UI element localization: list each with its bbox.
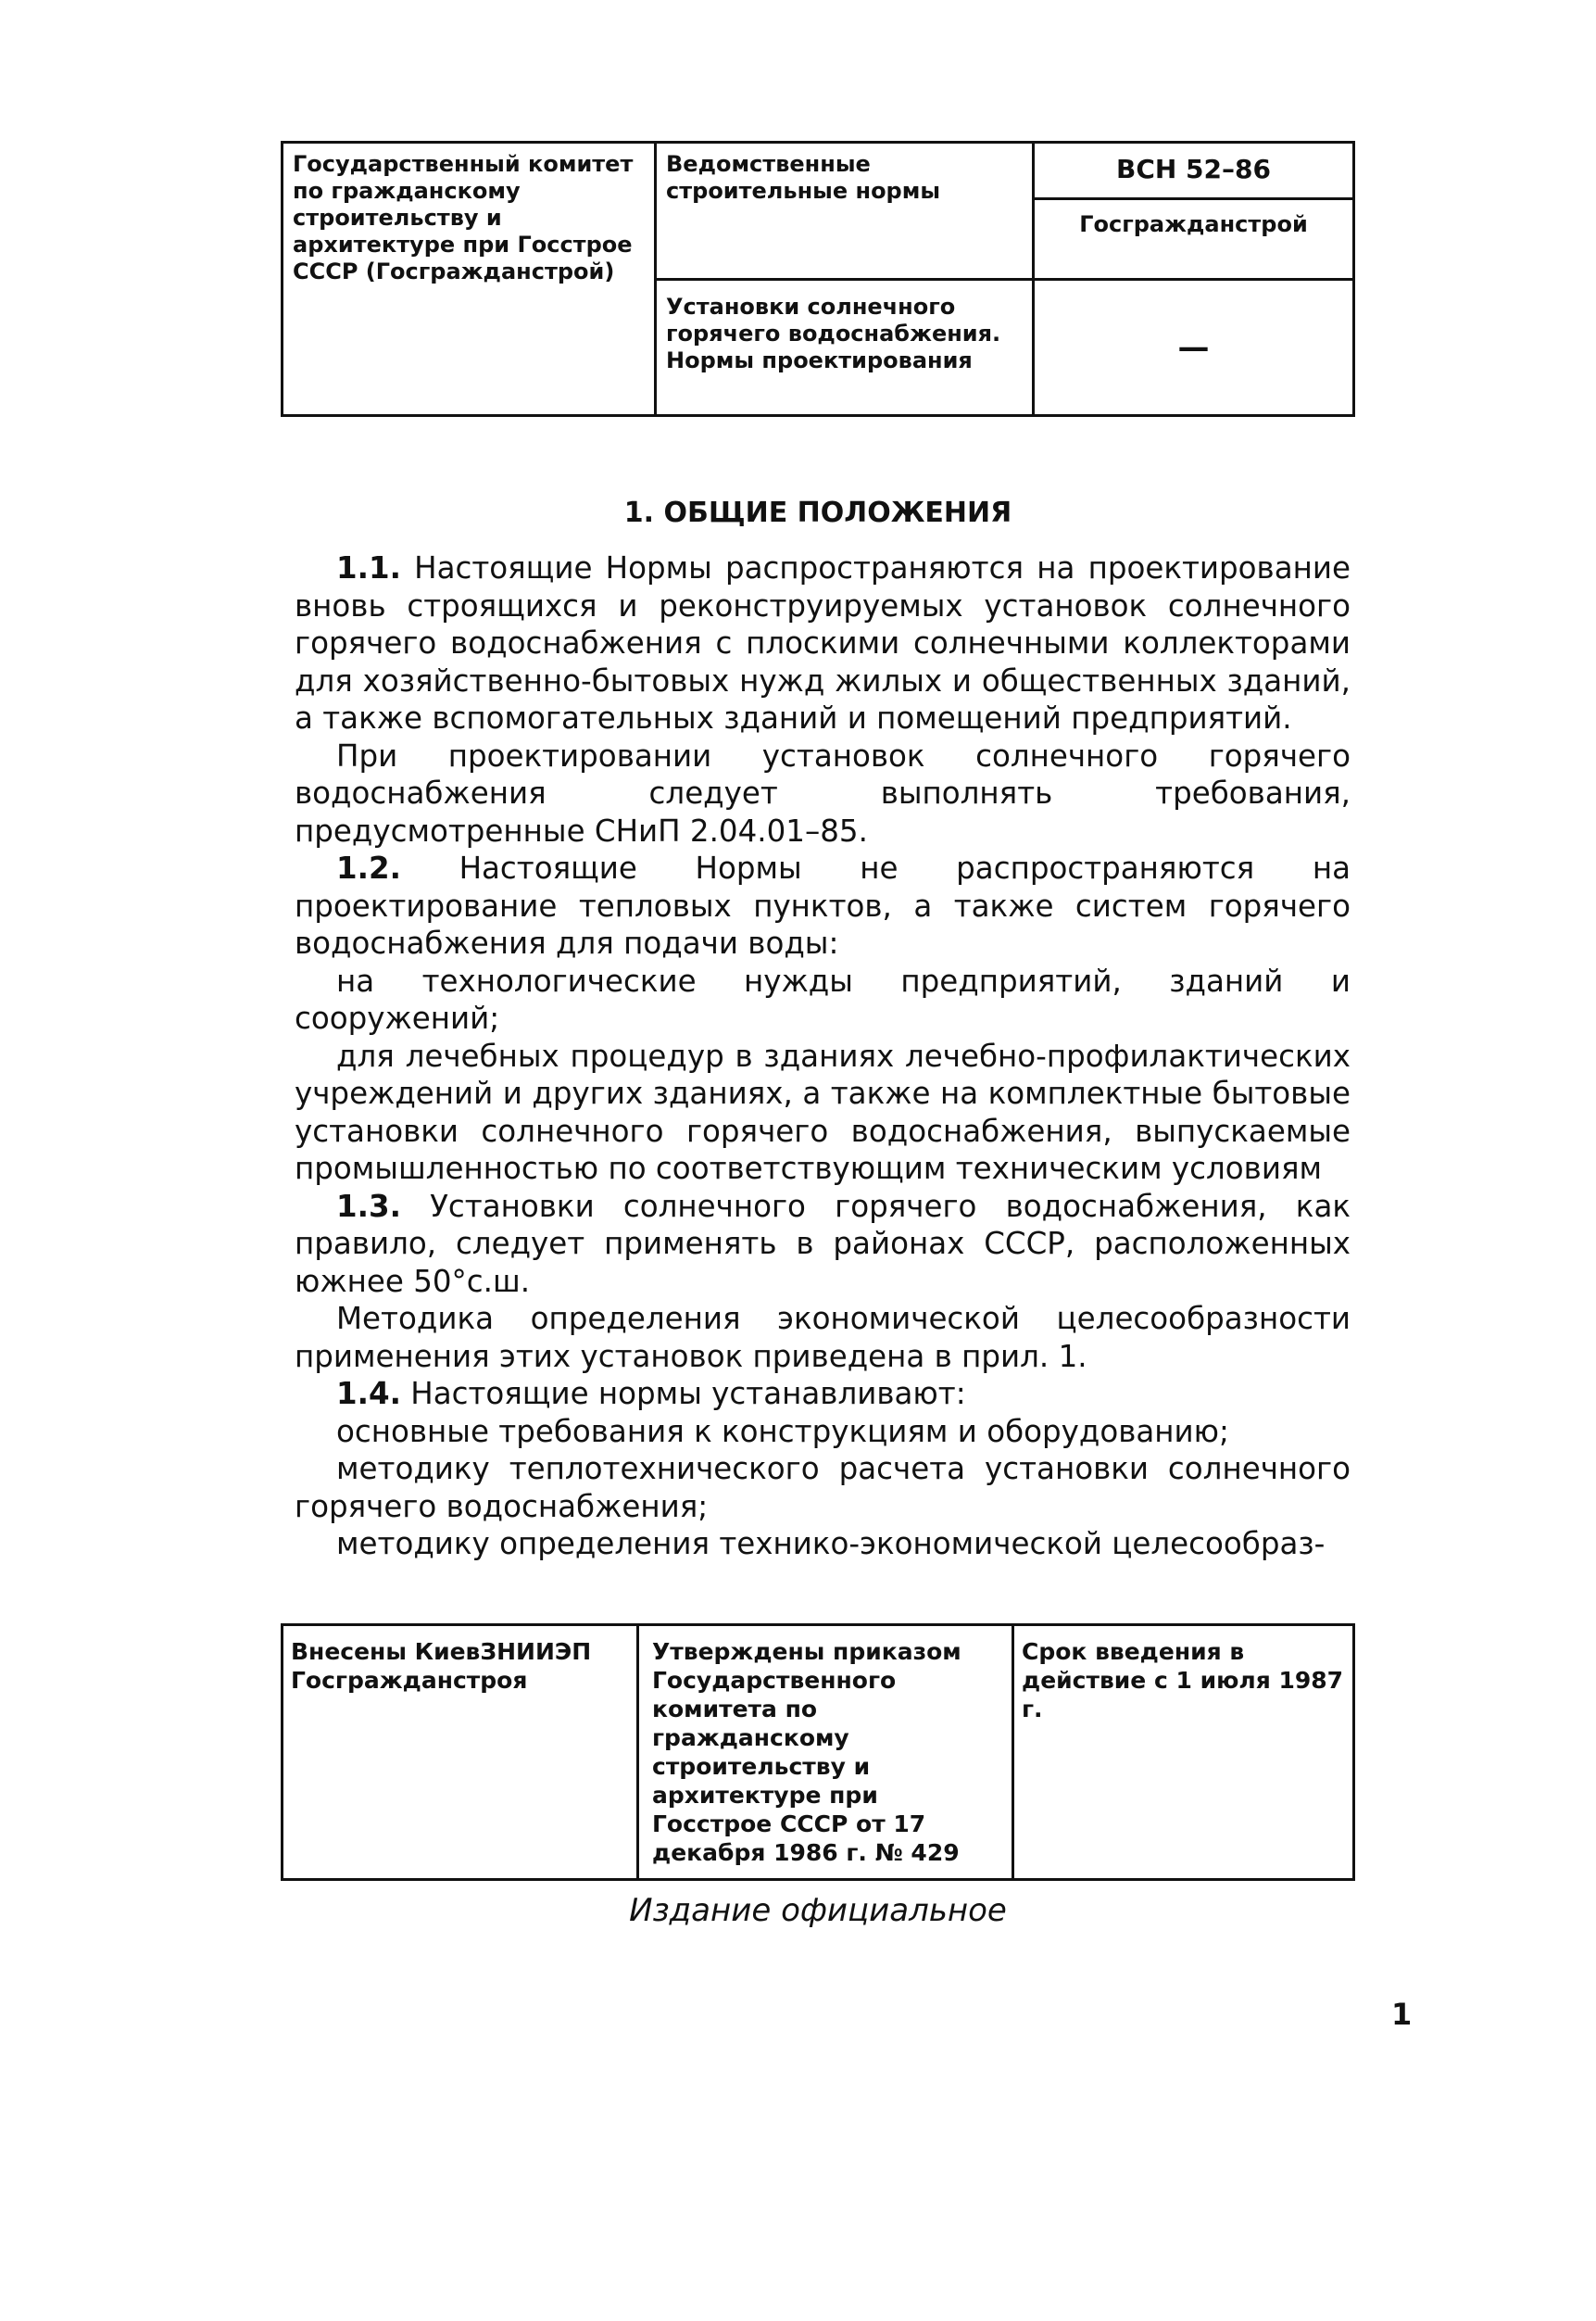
introduced-cell: Внесены КиевЗНИИЭП Госгражданстроя [283,1625,638,1880]
clause-number: 1.3. [336,1188,401,1224]
paragraph [295,963,1351,1038]
agency: Госгражданстрой [1079,211,1308,237]
approved-cell: Утверждены приказом Государственного комитета по гражданскому строительству и архитектуре при Госстрое СССР от 17 декабря 1986 г. № 429 [638,1625,1013,1880]
section-body [295,549,1351,1563]
paragraph-text: Методика определения экономической целесообразности применения этих установок приведена в прил. 1. [295,1301,1351,1374]
header-table [281,141,1355,417]
paragraph [295,1450,1351,1525]
paragraph [295,850,1351,963]
paragraph [295,1525,1351,1563]
paragraph-text: Настоящие нормы устанавливают: [410,1376,966,1411]
doc-code: ВСН 52–86 [1035,144,1352,200]
issuer-cell: Государственный комитет по гражданскому строительству и архитектуре при Госстрое СССР (Госгражданстрой) [283,143,656,416]
paragraph-text: методику определения технико-экономической целесообраз- [336,1526,1326,1561]
paragraph-text: Установки солнечного горячего водоснабжения, как правило, следует применять в районах СССР, расположенных южнее 50°с.ш. [295,1188,1351,1299]
section-title: 1. ОБЩИЕ ПОЛОЖЕНИЯ [623,497,1012,529]
clause-number: 1.2. [336,851,401,886]
doc-title-cell: Установки солнечного горячего водоснабжения. Нормы проектирования [656,280,1034,416]
paragraph [295,1188,1351,1301]
paragraph [295,549,1351,738]
clause-number: 1.1. [336,550,401,586]
code-block [1034,143,1354,280]
paragraph [295,1038,1351,1188]
doc-type-cell: Ведомственные строительные нормы [656,143,1034,280]
paragraph [295,1300,1351,1375]
paragraph [295,1413,1351,1451]
paragraph-text: для лечебных процедур в зданиях лечебно-профилактических учреждений и других зданиях, а также на комплектные бытовые установки солнечного горячего водоснабжения, выпускаемые промышленностью по соответствующим техническим условиям [295,1038,1351,1186]
paragraph-text: Настоящие Нормы распространяются на проектирование вновь строящихся и реконструируемых установок солнечного горячего водоснабжения с плоскими солнечными коллекторами для хозяйственно-бытовых нужд жилых и общественных зданий, а также вспомогательных зданий и помещений предприятий. [295,550,1351,736]
paragraph-text: на технологические нужды предприятий, зданий и сооружений; [295,963,1351,1036]
page-number: 1 [1391,1997,1413,2032]
paragraph-text: При проектировании установок солнечного горячего водоснабжения следует выполнять требования, предусмотренные СНиП 2.04.01–85. [295,738,1351,849]
edition-label: Издание официальное [629,1892,1007,1929]
paragraph-text: основные требования к конструкциям и оборудованию; [336,1413,1229,1449]
paragraph-text: методику теплотехнического расчета установки солнечного горячего водоснабжения; [295,1451,1351,1524]
footer-table [281,1623,1355,1881]
replaces-cell: — [1034,280,1354,416]
paragraph [295,1375,1351,1413]
clause-number: 1.4. [336,1376,401,1411]
paragraph-text: Настоящие Нормы не распространяются на проектирование тепловых пунктов, а также систем горячего водоснабжения для подачи воды: [295,851,1351,961]
paragraph [295,738,1351,851]
effective-cell: Срок введения в действие с 1 июля 1987 г. [1013,1625,1354,1880]
